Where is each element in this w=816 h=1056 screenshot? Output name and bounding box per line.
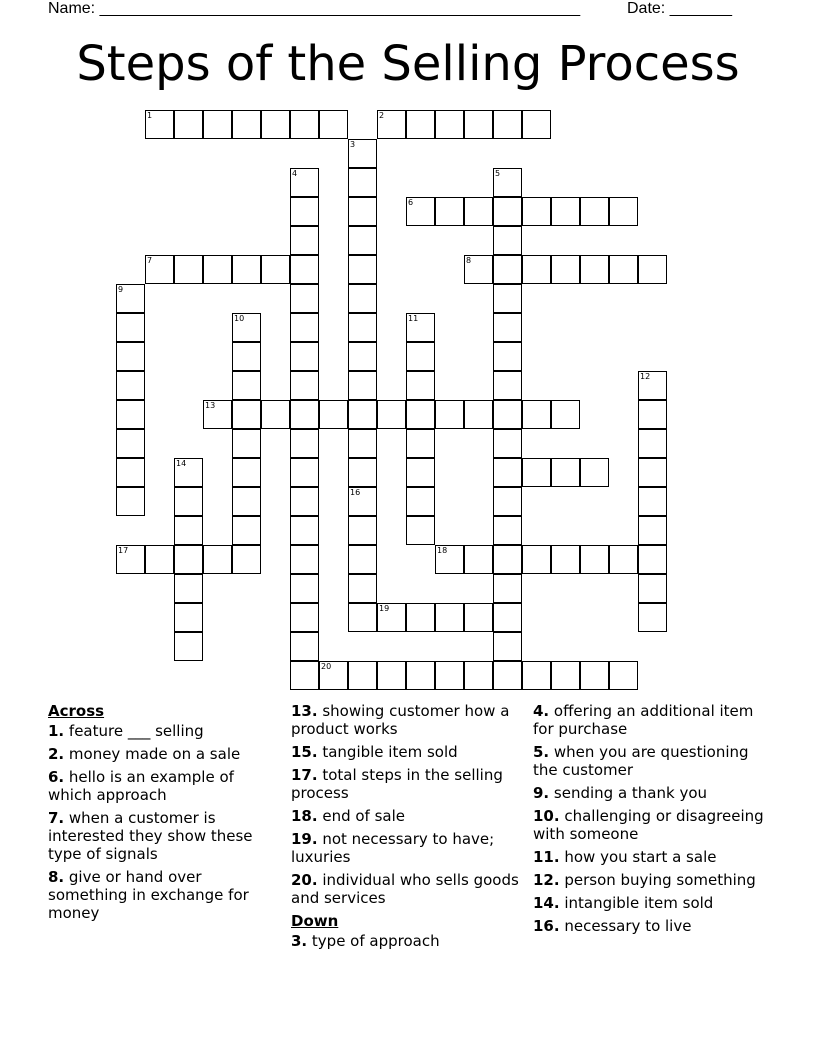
crossword-cell[interactable] — [493, 574, 522, 603]
crossword-cell[interactable] — [232, 458, 261, 487]
date-line: _______ — [669, 0, 732, 17]
crossword-cell[interactable] — [435, 110, 464, 139]
crossword-cell[interactable] — [232, 429, 261, 458]
cell-number: 16 — [350, 488, 361, 497]
crossword-cell[interactable] — [116, 458, 145, 487]
cell-number: 19 — [379, 604, 390, 613]
clue-down-12 — [533, 871, 773, 889]
crossword-cell[interactable] — [290, 371, 319, 400]
name-line: ______________________________________________________ — [99, 0, 581, 17]
clue-text: challenging or disagreeing with someone — [533, 807, 764, 843]
crossword-cell[interactable] — [551, 400, 580, 429]
crossword-cell[interactable] — [638, 458, 667, 487]
crossword-cell[interactable] — [319, 400, 348, 429]
clue-text: individual who sells goods and services — [291, 871, 519, 907]
crossword-cell[interactable] — [493, 545, 522, 574]
clue-text: tangible item sold — [317, 743, 458, 761]
crossword-cell[interactable] — [261, 110, 290, 139]
crossword-cell[interactable] — [406, 429, 435, 458]
crossword-cell[interactable] — [348, 545, 377, 574]
crossword-cell[interactable] — [348, 226, 377, 255]
cell-number: 7 — [147, 256, 153, 265]
clue-text: not necessary to have; luxuries — [291, 830, 495, 866]
crossword-cell[interactable] — [580, 545, 609, 574]
crossword-cell[interactable] — [522, 661, 551, 690]
crossword-cell[interactable] — [290, 168, 319, 197]
clue-text: necessary to live — [559, 917, 692, 935]
crossword-cell[interactable] — [522, 545, 551, 574]
crossword-cell[interactable] — [377, 110, 406, 139]
crossword-cell[interactable] — [406, 371, 435, 400]
clue-text: give or hand over something in exchange for money — [48, 868, 249, 922]
crossword-cell[interactable] — [348, 661, 377, 690]
crossword-cell[interactable] — [232, 255, 261, 284]
across-heading: Across — [48, 702, 105, 720]
cell-number: 11 — [408, 314, 419, 323]
clue-down-9 — [533, 784, 773, 802]
crossword-cell[interactable] — [174, 487, 203, 516]
clue-across-17 — [291, 766, 523, 802]
crossword-cell[interactable] — [435, 603, 464, 632]
crossword-cell[interactable] — [580, 197, 609, 226]
crossword-cell[interactable] — [522, 458, 551, 487]
crossword-cell[interactable] — [290, 458, 319, 487]
crossword-cell[interactable] — [174, 110, 203, 139]
crossword-cell[interactable] — [232, 371, 261, 400]
crossword-cell[interactable] — [406, 197, 435, 226]
clue-number: 14. — [533, 894, 560, 912]
crossword-cell[interactable] — [290, 400, 319, 429]
crossword-cell[interactable] — [174, 516, 203, 545]
crossword-cell[interactable] — [174, 458, 203, 487]
clue-across-8 — [48, 868, 278, 922]
crossword-cell[interactable] — [406, 400, 435, 429]
clue-text: offering an additional item for purchase — [533, 702, 754, 738]
crossword-cell[interactable] — [638, 574, 667, 603]
crossword-cell[interactable] — [116, 429, 145, 458]
crossword-cell[interactable] — [203, 400, 232, 429]
cell-number: 6 — [408, 198, 414, 207]
crossword-cell[interactable] — [464, 661, 493, 690]
crossword-cell[interactable] — [174, 574, 203, 603]
clue-number: 19. — [291, 830, 318, 848]
crossword-cell[interactable] — [522, 110, 551, 139]
crossword-cell[interactable] — [348, 516, 377, 545]
clue-number: 1. — [48, 722, 65, 740]
clue-down-5 — [533, 743, 773, 779]
down-heading: Down — [291, 912, 339, 930]
crossword-cell[interactable] — [290, 342, 319, 371]
name-label: Name: — [48, 0, 100, 17]
cell-number: 2 — [379, 111, 385, 120]
crossword-cell[interactable] — [551, 545, 580, 574]
clue-text: intangible item sold — [559, 894, 714, 912]
crossword-cell[interactable] — [493, 168, 522, 197]
clues-column-1 — [48, 702, 278, 927]
crossword-cell[interactable] — [203, 545, 232, 574]
crossword-cell[interactable] — [522, 400, 551, 429]
crossword-cell[interactable] — [348, 574, 377, 603]
clue-number: 12. — [533, 871, 560, 889]
clue-text: money made on a sale — [64, 745, 241, 763]
crossword-cell[interactable] — [290, 226, 319, 255]
clue-text: how you start a sale — [559, 848, 717, 866]
crossword-cell[interactable] — [464, 255, 493, 284]
clue-across-13 — [291, 702, 523, 738]
cell-number: 5 — [495, 169, 501, 178]
crossword-cell[interactable] — [116, 313, 145, 342]
crossword-cell[interactable] — [290, 429, 319, 458]
crossword-cell[interactable] — [406, 516, 435, 545]
crossword-cell[interactable] — [638, 429, 667, 458]
crossword-cell[interactable] — [638, 516, 667, 545]
crossword-cell[interactable] — [493, 458, 522, 487]
crossword-cell[interactable] — [406, 487, 435, 516]
clue-across-7 — [48, 809, 278, 863]
crossword-cell[interactable] — [174, 603, 203, 632]
crossword-cell[interactable] — [232, 487, 261, 516]
crossword-cell[interactable] — [464, 603, 493, 632]
clue-across-18 — [291, 807, 523, 825]
crossword-cell[interactable] — [348, 400, 377, 429]
clue-number: 16. — [533, 917, 560, 935]
crossword-cell[interactable] — [348, 313, 377, 342]
clue-down-14 — [533, 894, 773, 912]
clue-number: 4. — [533, 702, 550, 720]
clue-number: 20. — [291, 871, 318, 889]
crossword-cell[interactable] — [406, 110, 435, 139]
crossword-cell[interactable] — [348, 603, 377, 632]
crossword-cell[interactable] — [406, 342, 435, 371]
crossword-cell[interactable] — [435, 197, 464, 226]
crossword-cell[interactable] — [203, 110, 232, 139]
date-label: Date: — [627, 0, 670, 17]
clue-across-15 — [291, 743, 523, 761]
crossword-cell[interactable] — [348, 284, 377, 313]
crossword-cell[interactable] — [493, 429, 522, 458]
crossword-cell[interactable] — [551, 661, 580, 690]
crossword-cell[interactable] — [174, 632, 203, 661]
crossword-cell[interactable] — [638, 487, 667, 516]
crossword-cell[interactable] — [377, 661, 406, 690]
clue-number: 2. — [48, 745, 65, 763]
crossword-cell[interactable] — [493, 603, 522, 632]
crossword-cell[interactable] — [116, 371, 145, 400]
crossword-cell[interactable] — [348, 458, 377, 487]
crossword-cell[interactable] — [464, 110, 493, 139]
crossword-cell[interactable] — [493, 661, 522, 690]
crossword-cell[interactable] — [377, 603, 406, 632]
crossword-cell[interactable] — [145, 255, 174, 284]
crossword-cell[interactable] — [290, 255, 319, 284]
crossword-cell[interactable] — [290, 313, 319, 342]
crossword-cell[interactable] — [464, 545, 493, 574]
crossword-cell[interactable] — [261, 255, 290, 284]
crossword-cell[interactable] — [203, 255, 232, 284]
crossword-cell[interactable] — [174, 255, 203, 284]
crossword-cell[interactable] — [377, 400, 406, 429]
crossword-cell[interactable] — [609, 255, 638, 284]
clue-text: end of sale — [317, 807, 405, 825]
clue-number: 5. — [533, 743, 550, 761]
crossword-cell[interactable] — [116, 284, 145, 313]
crossword-cell[interactable] — [493, 110, 522, 139]
clue-down-3 — [291, 932, 523, 950]
clue-number: 6. — [48, 768, 65, 786]
cell-number: 12 — [640, 372, 651, 381]
crossword-cell[interactable] — [609, 197, 638, 226]
clue-across-20 — [291, 871, 523, 907]
crossword-cell[interactable] — [232, 545, 261, 574]
crossword-cell[interactable] — [319, 110, 348, 139]
crossword-cell[interactable] — [406, 458, 435, 487]
crossword-cell[interactable] — [464, 197, 493, 226]
crossword-cell[interactable] — [174, 545, 203, 574]
crossword-cell[interactable] — [638, 255, 667, 284]
clue-text: feature ___ selling — [64, 722, 204, 740]
clue-number: 15. — [291, 743, 318, 761]
crossword-cell[interactable] — [232, 313, 261, 342]
cell-number: 3 — [350, 140, 356, 149]
clue-number: 8. — [48, 868, 65, 886]
crossword-cell[interactable] — [348, 429, 377, 458]
crossword-cell[interactable] — [493, 255, 522, 284]
crossword-cell[interactable] — [551, 197, 580, 226]
clue-across-19 — [291, 830, 523, 866]
crossword-cell[interactable] — [290, 632, 319, 661]
crossword-cell[interactable] — [464, 400, 493, 429]
clue-down-11 — [533, 848, 773, 866]
cell-number: 9 — [118, 285, 124, 294]
clue-number: 10. — [533, 807, 560, 825]
crossword-cell[interactable] — [435, 400, 464, 429]
crossword-cell[interactable] — [290, 516, 319, 545]
crossword-cell[interactable] — [232, 110, 261, 139]
cell-number: 17 — [118, 546, 129, 555]
clue-text: type of approach — [307, 932, 440, 950]
crossword-cell[interactable] — [493, 313, 522, 342]
clue-text: total steps in the selling process — [291, 766, 503, 802]
crossword-cell[interactable] — [493, 632, 522, 661]
clue-number: 11. — [533, 848, 560, 866]
clues-column-3 — [533, 702, 773, 940]
cell-number: 14 — [176, 459, 187, 468]
crossword-cell[interactable] — [435, 545, 464, 574]
clue-text: hello is an example of which approach — [48, 768, 234, 804]
crossword-cell[interactable] — [522, 255, 551, 284]
clue-across-1 — [48, 722, 278, 740]
crossword-cell[interactable] — [145, 110, 174, 139]
crossword-cell[interactable] — [580, 661, 609, 690]
clue-down-10 — [533, 807, 773, 843]
clue-number: 9. — [533, 784, 550, 802]
crossword-cell[interactable] — [116, 400, 145, 429]
cell-number: 4 — [292, 169, 298, 178]
crossword-cell[interactable] — [493, 342, 522, 371]
crossword-cell[interactable] — [638, 545, 667, 574]
crossword-cell[interactable] — [493, 284, 522, 313]
crossword-cell[interactable] — [348, 487, 377, 516]
clue-text: when you are questioning the customer — [533, 743, 749, 779]
crossword-cell[interactable] — [116, 342, 145, 371]
crossword-cell[interactable] — [638, 400, 667, 429]
cell-number: 8 — [466, 256, 472, 265]
clue-number: 18. — [291, 807, 318, 825]
clue-number: 13. — [291, 702, 318, 720]
crossword-cell[interactable] — [522, 197, 551, 226]
crossword-cell[interactable] — [406, 661, 435, 690]
crossword-cell[interactable] — [406, 313, 435, 342]
clue-text: person buying something — [559, 871, 756, 889]
cell-number: 18 — [437, 546, 448, 555]
crossword-cell[interactable] — [116, 487, 145, 516]
crossword-cell[interactable] — [609, 545, 638, 574]
crossword-cell[interactable] — [348, 255, 377, 284]
clue-text: sending a thank you — [549, 784, 708, 802]
cell-number: 20 — [321, 662, 332, 671]
cell-number: 10 — [234, 314, 245, 323]
cell-number: 1 — [147, 111, 153, 120]
crossword-cell[interactable] — [290, 487, 319, 516]
clue-text: showing customer how a product works — [291, 702, 510, 738]
cell-number: 13 — [205, 401, 216, 410]
clue-number: 3. — [291, 932, 308, 950]
crossword-cell[interactable] — [493, 487, 522, 516]
crossword-cell[interactable] — [493, 226, 522, 255]
crossword-cell[interactable] — [493, 197, 522, 226]
crossword-cell[interactable] — [348, 139, 377, 168]
crossword-cell[interactable] — [290, 661, 319, 690]
crossword-cell[interactable] — [348, 197, 377, 226]
crossword-cell[interactable] — [232, 400, 261, 429]
clue-text: when a customer is interested they show these type of signals — [48, 809, 253, 863]
crossword-cell[interactable] — [348, 371, 377, 400]
crossword-cell[interactable] — [348, 168, 377, 197]
crossword-cell[interactable] — [493, 400, 522, 429]
crossword-cell[interactable] — [290, 284, 319, 313]
crossword-cell[interactable] — [580, 255, 609, 284]
crossword-cell[interactable] — [493, 516, 522, 545]
crossword-cell[interactable] — [609, 661, 638, 690]
crossword-cell[interactable] — [348, 342, 377, 371]
crossword-cell[interactable] — [290, 603, 319, 632]
clue-number: 17. — [291, 766, 318, 784]
crossword-cell[interactable] — [551, 255, 580, 284]
clue-down-16 — [533, 917, 773, 935]
crossword-cell[interactable] — [319, 661, 348, 690]
crossword-cell[interactable] — [551, 458, 580, 487]
crossword-cell[interactable] — [261, 400, 290, 429]
clue-across-2 — [48, 745, 278, 763]
crossword-cell[interactable] — [290, 574, 319, 603]
crossword-cell[interactable] — [116, 545, 145, 574]
crossword-cell[interactable] — [435, 661, 464, 690]
crossword-cell[interactable] — [290, 110, 319, 139]
crossword-cell[interactable] — [406, 603, 435, 632]
crossword-cell[interactable] — [232, 516, 261, 545]
crossword-cell[interactable] — [145, 545, 174, 574]
clues-column-2 — [291, 702, 523, 955]
crossword-cell[interactable] — [290, 197, 319, 226]
crossword-cell[interactable] — [638, 371, 667, 400]
clue-down-4 — [533, 702, 773, 738]
crossword-cell[interactable] — [493, 371, 522, 400]
crossword-cell[interactable] — [290, 545, 319, 574]
page-title: Steps of the Selling Process — [76, 36, 740, 92]
clue-number: 7. — [48, 809, 65, 827]
crossword-cell[interactable] — [580, 458, 609, 487]
clue-across-6 — [48, 768, 278, 804]
crossword-cell[interactable] — [638, 603, 667, 632]
crossword-cell[interactable] — [232, 342, 261, 371]
